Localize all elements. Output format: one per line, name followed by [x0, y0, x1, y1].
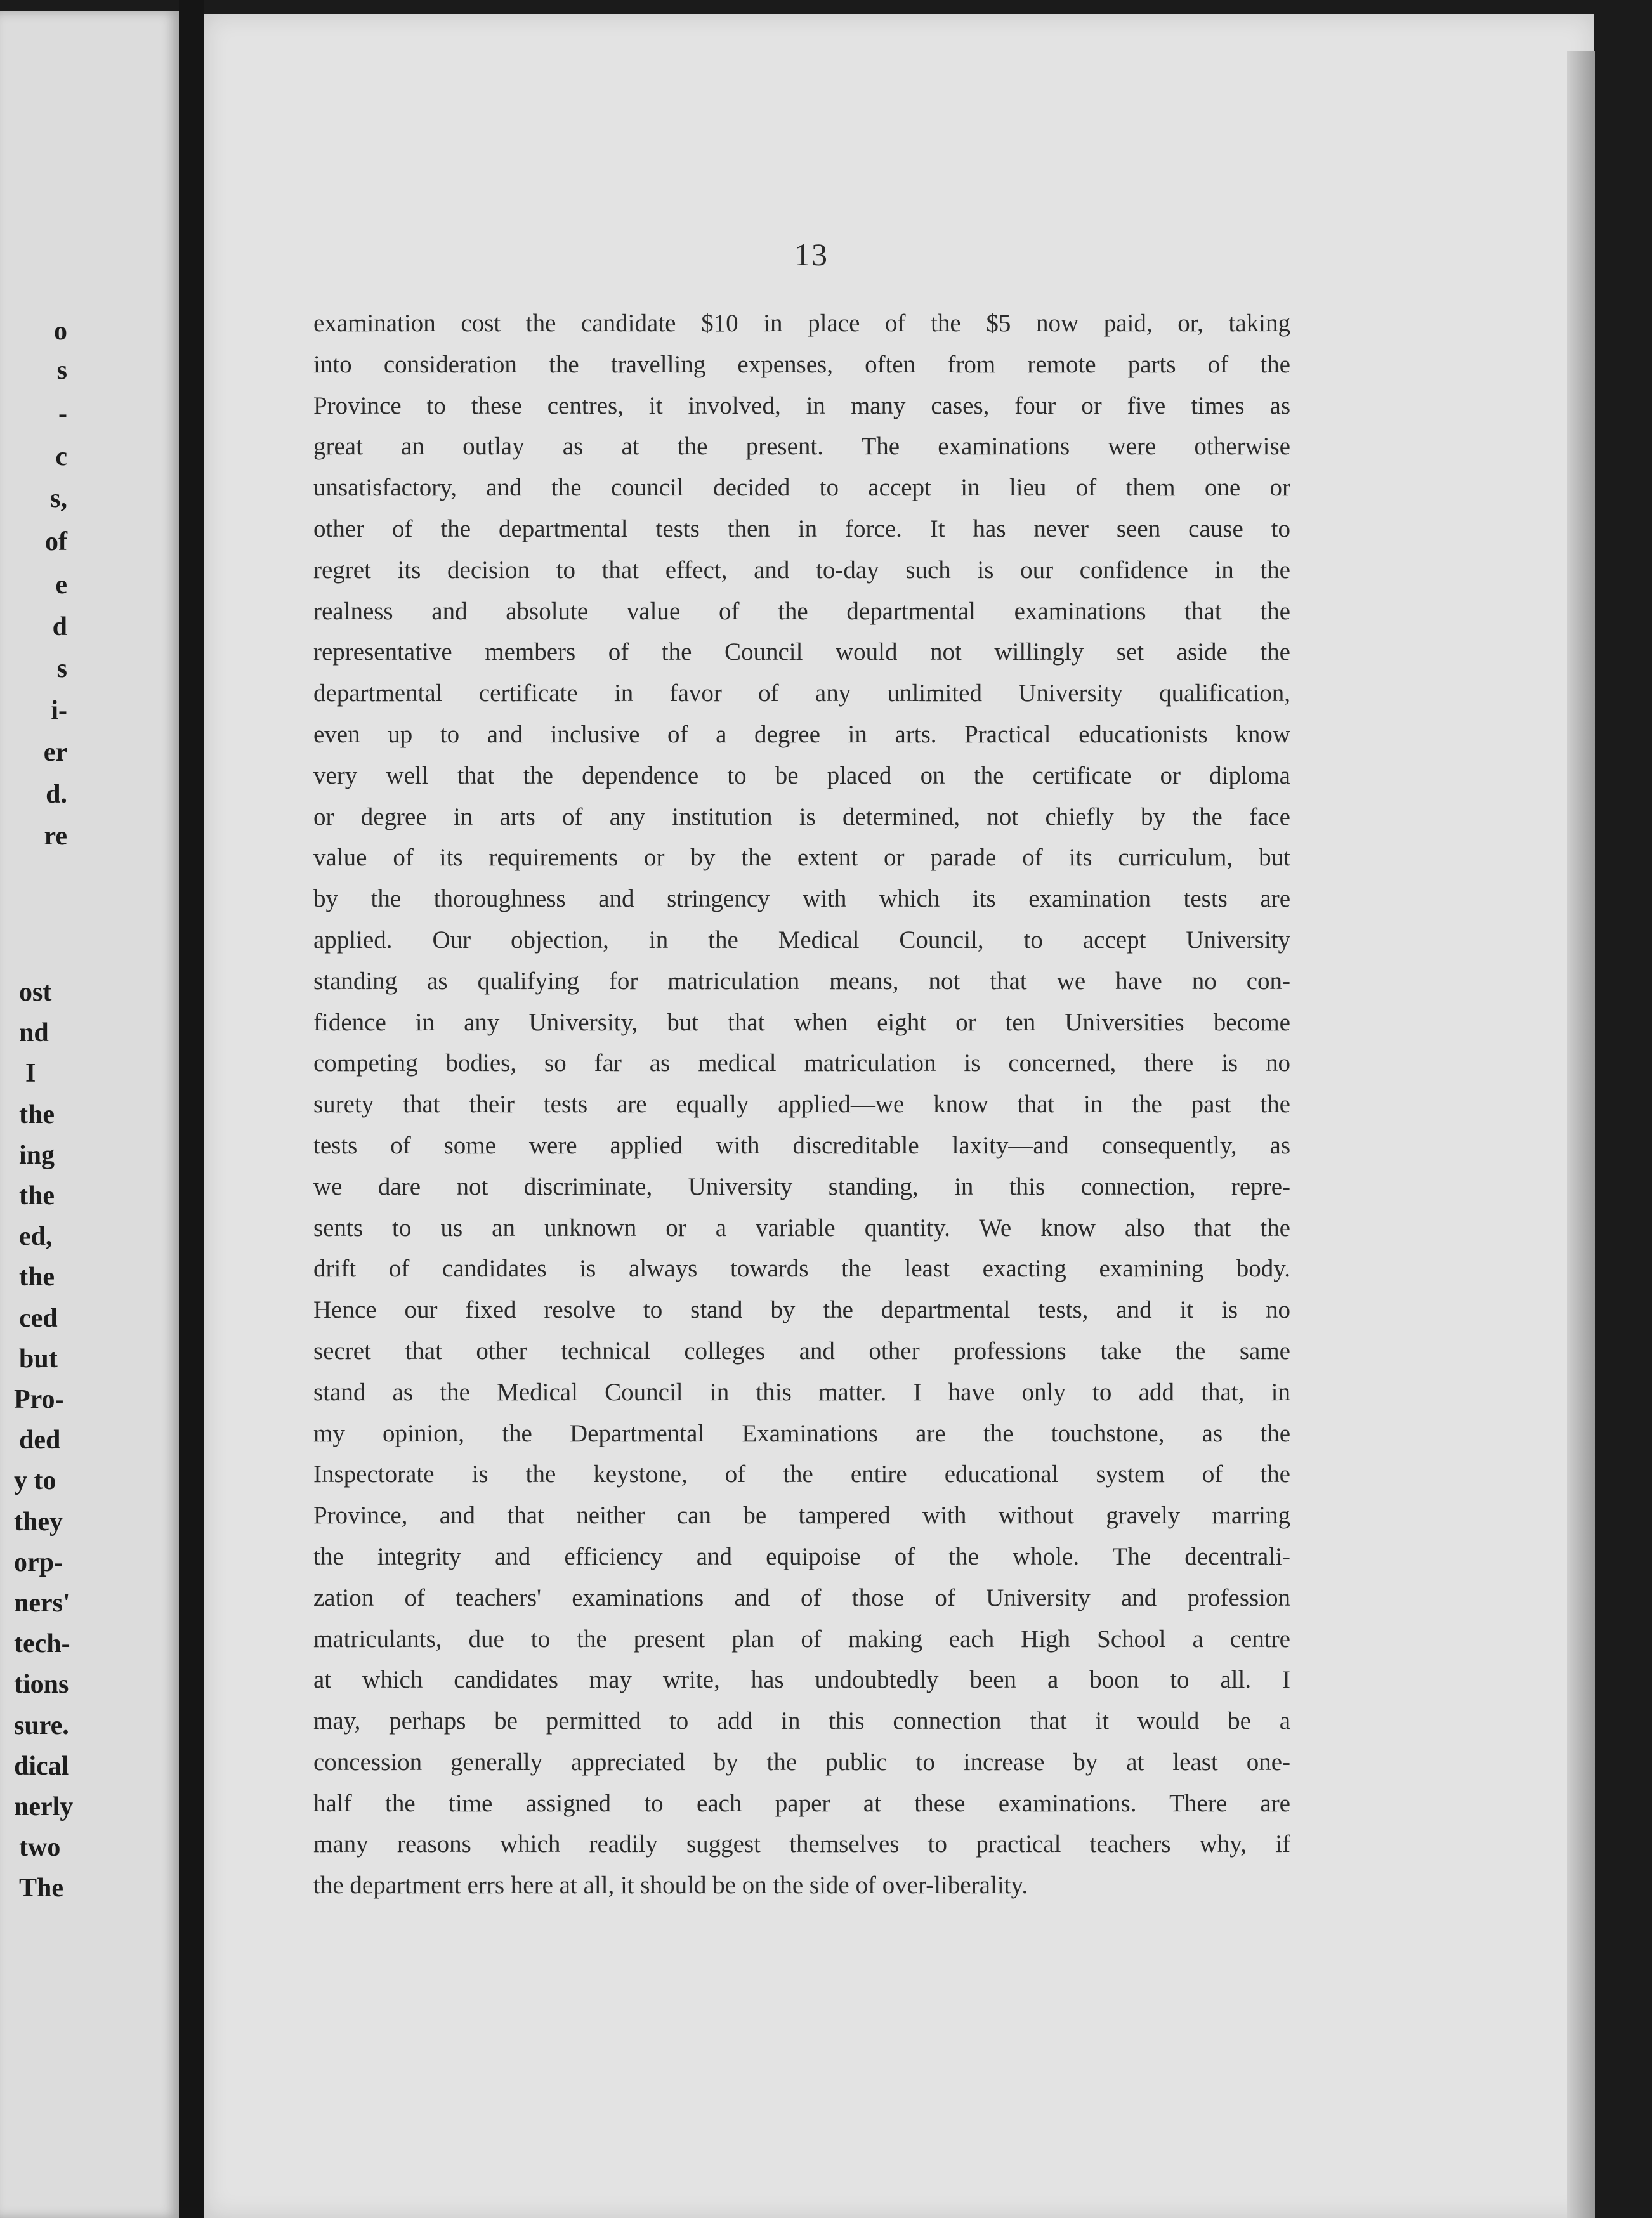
text-line: secret that other technical colleges and other professions take the same — [313, 1337, 1290, 1365]
text-line: examination cost the candidate $10 in place of the $5 now paid, or, taking — [313, 310, 1290, 337]
previous-page-fragment: but — [19, 1344, 58, 1374]
text-line: unsatisfactory, and the council decided to accept in lieu of them one or — [313, 474, 1290, 502]
previous-page-text-edge — [0, 0, 179, 2218]
previous-page-fragment: re — [44, 822, 67, 851]
previous-page-fragment: the — [19, 1181, 55, 1211]
previous-page-fragment: ed, — [19, 1222, 53, 1252]
text-line: standing as qualifying for matriculation means, not that we have no con- — [313, 967, 1290, 995]
previous-page-fragment: of — [45, 527, 67, 556]
text-line: Province to these centres, it involved, in many cases, four or five times as — [313, 391, 1290, 419]
previous-page-fragment: c — [55, 442, 67, 471]
text-line: by the thoroughness and stringency with which its examination tests are — [313, 885, 1290, 913]
text-line: very well that the dependence to be placed on the certificate or diploma — [313, 761, 1290, 789]
text-line: we dare not discriminate, University standing, in this connection, repre- — [313, 1172, 1290, 1200]
previous-page-fragment: - — [58, 399, 67, 428]
previous-page-fragment: ing — [19, 1140, 55, 1170]
text-line: other of the departmental tests then in force. It has never seen cause to — [313, 515, 1290, 542]
text-line: or degree in arts of any institution is determined, not chiefly by the face — [313, 803, 1290, 830]
page-number: 13 — [794, 237, 829, 272]
previous-page-fragment: y to — [14, 1466, 56, 1496]
previous-page-fragment: Pro- — [14, 1385, 64, 1414]
text-line: great an outlay as at the present. The examinations were otherwise — [313, 433, 1290, 461]
previous-page-fragment: e — [55, 570, 67, 600]
previous-page-fragment: the — [19, 1263, 55, 1292]
text-line: stand as the Medical Council in this matter. I have only to add that, in — [313, 1378, 1290, 1406]
body-text — [313, 303, 1290, 1906]
previous-page-fragment: tions — [14, 1670, 69, 1700]
previous-page-fragment: The — [19, 1873, 64, 1903]
previous-page-fragment: er — [43, 738, 67, 767]
previous-page-fragment: tech- — [14, 1629, 70, 1659]
previous-page-fragment: s, — [50, 484, 67, 513]
text-line: at which candidates may write, has undoubtedly been a boon to all. I — [313, 1666, 1290, 1694]
text-line: value of its requirements or by the extent or parade of its curriculum, but — [313, 844, 1290, 872]
previous-page-fragment: nerly — [14, 1792, 74, 1821]
text-line: matriculants, due to the present plan of making each High School a centre — [313, 1625, 1290, 1653]
text-line: drift of candidates is always towards the least exacting examining body. — [313, 1255, 1290, 1283]
text-line: zation of teachers' examinations and of those of University and profession — [313, 1584, 1290, 1611]
previous-page-fragment: ded — [19, 1426, 61, 1455]
text-line: fidence in any University, but that when eight or ten Universities become — [313, 1008, 1290, 1036]
previous-page-fragment: nd — [19, 1018, 49, 1048]
text-line: departmental certificate in favor of any unlimited University qualification, — [313, 679, 1290, 707]
previous-page-fragment: d. — [46, 780, 67, 809]
text-line: Province, and that neither can be tampered with without gravely marring — [313, 1502, 1290, 1530]
previous-page-fragment: d — [52, 612, 67, 641]
text-line: my opinion, the Departmental Examinations are the touchstone, as the — [313, 1419, 1290, 1447]
text-line: Inspectorate is the keystone, of the entire educational system of the — [313, 1460, 1290, 1488]
text-line: representative members of the Council would not willingly set aside the — [313, 638, 1290, 666]
previous-page-fragment: orp- — [14, 1547, 63, 1577]
text-line: applied. Our objection, in the Medical Council, to accept University — [313, 926, 1290, 954]
previous-page-fragment: the — [19, 1099, 55, 1129]
text-line: tests of some were applied with discreditable laxity—and consequently, as — [313, 1131, 1290, 1159]
text-line: concession generally appreciated by the public to increase by at least one- — [313, 1748, 1290, 1776]
previous-page-fragment: s — [56, 654, 67, 683]
previous-page-fragment: s — [56, 356, 67, 385]
page-edge-shadow — [1567, 51, 1595, 2218]
previous-page-fragment: dical — [14, 1751, 69, 1781]
text-line: competing bodies, so far as medical matriculation is concerned, there is no — [313, 1049, 1290, 1077]
previous-page-fragment: ost — [19, 978, 52, 1007]
text-line: into consideration the travelling expenses, often from remote parts of the — [313, 350, 1290, 378]
previous-page-fragment: ners' — [14, 1589, 70, 1618]
text-line: may, perhaps be permitted to add in this connection that it would be a — [313, 1707, 1290, 1735]
text-line: Hence our fixed resolve to stand by the departmental tests, and it is no — [313, 1296, 1290, 1324]
previous-page-fragment: o — [54, 317, 67, 346]
text-line: even up to and inclusive of a degree in arts. Practical educationists know — [313, 720, 1290, 748]
text-line: realness and absolute value of the departmental examinations that the — [313, 597, 1290, 625]
text-line: sents to us an unknown or a variable quantity. We know also that the — [313, 1214, 1290, 1242]
previous-page-fragment: two — [19, 1833, 61, 1863]
previous-page-fragment: I — [25, 1059, 36, 1089]
previous-page-fragment: they — [14, 1507, 63, 1537]
book-gutter — [179, 0, 204, 2218]
previous-page-fragment: sure. — [14, 1710, 69, 1740]
text-line: many reasons which readily suggest themselves to practical teachers why, if — [313, 1830, 1290, 1858]
text-line: the integrity and efficiency and equipoise of the whole. The decentrali- — [313, 1542, 1290, 1570]
text-line: the department errs here at all, it should be on the side of over-liberality. — [313, 1872, 1028, 1900]
text-line: surety that their tests are equally applied—we know that in the past the — [313, 1091, 1290, 1119]
previous-page-fragment: i- — [51, 696, 67, 725]
previous-page-fragment: ced — [19, 1303, 58, 1333]
text-line: regret its decision to that effect, and to-day such is our confidence in the — [313, 556, 1290, 584]
text-line: half the time assigned to each paper at these examinations. There are — [313, 1789, 1290, 1817]
